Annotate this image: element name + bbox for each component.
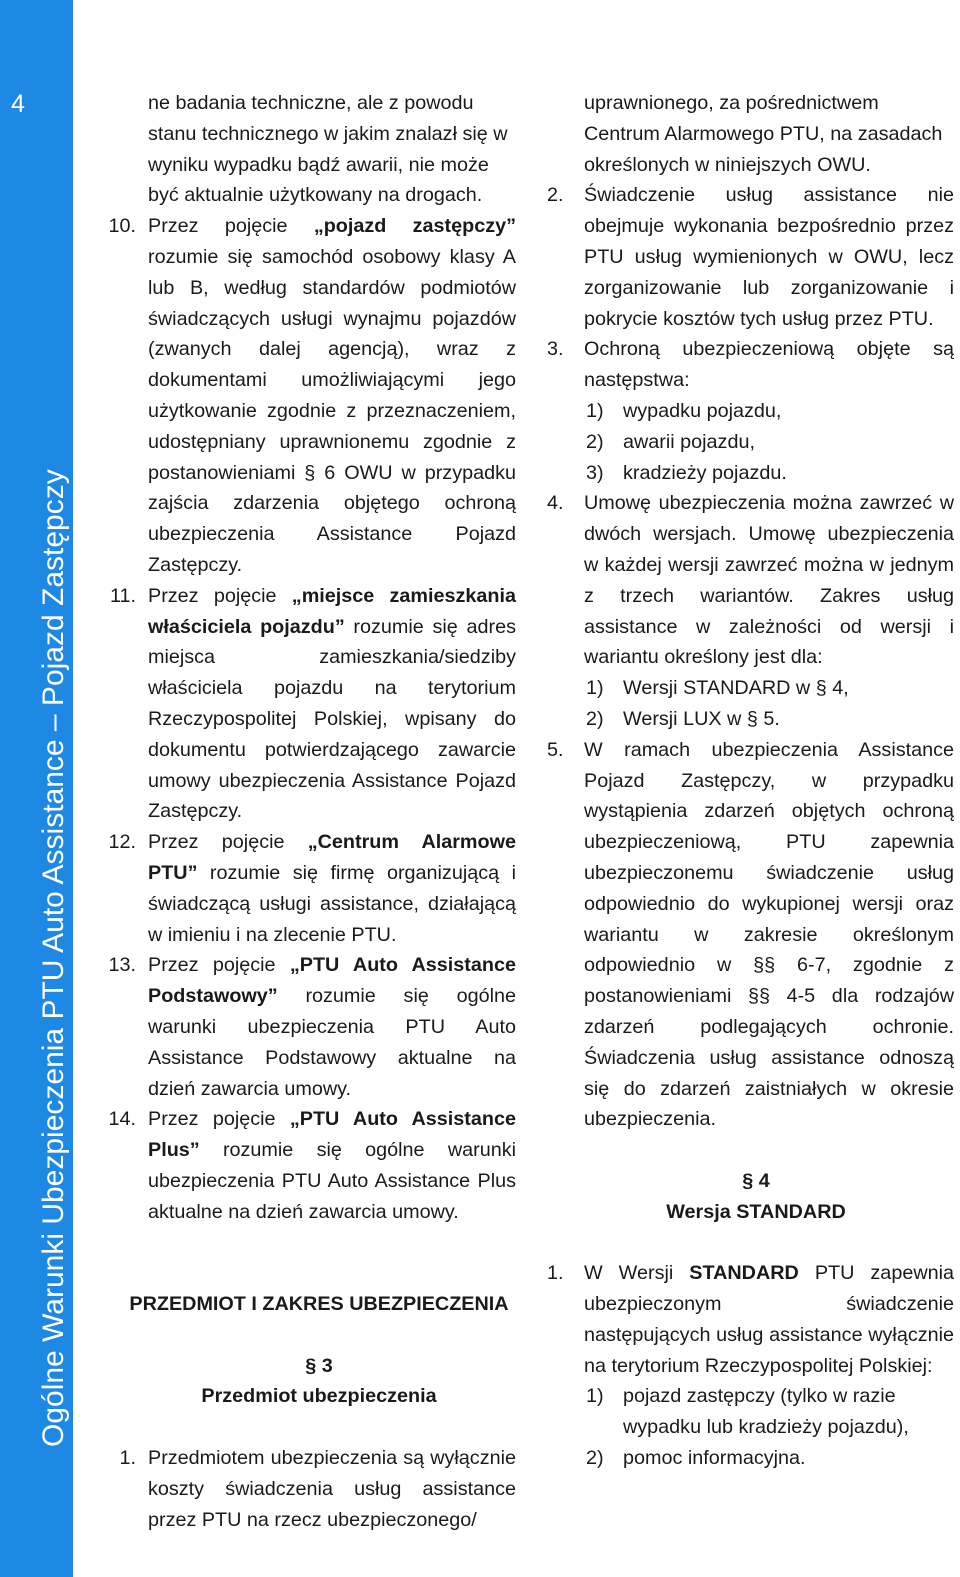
item-number: 2.: [547, 184, 564, 207]
term: „Centrum Alarmowe PTU”: [148, 831, 516, 884]
item-number: 11.: [109, 584, 136, 607]
item-number: 12.: [108, 831, 136, 854]
item-number: 13.: [108, 954, 136, 977]
definition-11: 11. Przez pojęcie „miejsce zamieszkania właściciela pojazdu” rozumie się adres miejsca zamieszkania/siedziby właściciela pojazdu na terytorium Rzeczypospolitej Polskiej, wpisany do dokumentu potwierdzającego zawarcie umowy ubezpieczenia Assistance Pojazd Zastępczy.: [104, 581, 516, 827]
section-3-item-5: 5. W ramach ubezpieczenia Assistance Pojazd Zastępczy, w przypadku wystąpienia zdarzeń objętych ochroną ubezpieczeniową, PTU zapewnia ubezpieczonemu świadczenie usług odpowiednio do wykupionej wersji oraz wariantu w zakresie określonym odpowiednio w §§ 6-7, zgodnie z postanowieniami §§ 4-5 dla rodzajów zdarzeń podlegających ochronie. Świadczenia usług assistance odnoszą się do zdarzeń zaistniałych w okresie ubezpieczenia.: [540, 735, 954, 1135]
chapter-heading: PRZEDMIOT I ZAKRES UBEZPIECZENIA: [129, 1293, 509, 1316]
section-3-item-4: 4. Umowę ubezpieczenia można zawrzeć w dwóch wersjach. Umowę ubezpieczenia w każdej wersji zawrzeć można w jednym z trzech wariantów. Zakres usług assistance w zależności od wersji i wariantu określony jest dla:: [540, 488, 954, 673]
sub-item: 2) pomoc informacyjna.: [586, 1447, 806, 1470]
section-sign: § 3: [305, 1354, 333, 1377]
definition-12: 12. Przez pojęcie „Centrum Alarmowe PTU” rozumie się firmę organizującą i świadczącą usługi assistance, działającą w imieniu i na zlecenie PTU.: [104, 827, 516, 950]
item-number: 4.: [547, 492, 564, 515]
sub-item: 2) Wersji LUX w § 5.: [586, 707, 780, 730]
section-title: Przedmiot ubezpieczenia: [201, 1385, 437, 1408]
page-number: 4: [11, 90, 25, 118]
right-column: [540, 88, 954, 1474]
item-number: 1.: [119, 1447, 136, 1470]
term: „PTU Auto Assistance Plus”: [148, 1108, 516, 1162]
sub-item: 1) Wersji STANDARD w § 4,: [586, 677, 849, 700]
sub-item: 1) pojazd zastępczy (tylko w razie wypadku lub kradzieży pojazdu),: [586, 1385, 909, 1439]
sub-item: 2) awarii pojazdu,: [586, 430, 755, 453]
section-3-item-2: 2. Świadczenie usług assistance nie obejmuje wykonania bezpośrednio przez PTU usług wymienionych w OWU, lecz zorganizowanie lub zorganizowanie i pokrycie kosztów tych usług przez PTU.: [540, 180, 954, 334]
definition-13: 13. Przez pojęcie „PTU Auto Assistance Podstawowy” rozumie się ogólne warunki ubezpieczenia PTU Auto Assistance Podstawowy aktualne na dzień zawarcia umowy.: [104, 950, 516, 1104]
item-number: 5.: [547, 738, 564, 761]
section-3-item-3: 3. Ochroną ubezpieczeniową objęte są następstwa:: [540, 334, 954, 396]
item-number: 14.: [108, 1108, 136, 1131]
sub-item: 1) wypadku pojazdu,: [586, 399, 782, 422]
section-title: Wersja STANDARD: [666, 1200, 846, 1223]
term: „pojazd zastępczy”: [313, 215, 516, 238]
definition-14: 14. Przez pojęcie „PTU Auto Assistance Plus” rozumie się ogólne warunki ubezpieczenia PTU Auto Assistance Plus aktualne na dzień zawarcia umowy.: [104, 1104, 516, 1227]
left-column: [104, 88, 516, 1535]
sub-item: 3) kradzieży pojazdu.: [586, 461, 787, 484]
item-number: 1.: [547, 1262, 564, 1285]
item-1-continuation: uprawnionego, za pośrednictwem Centrum Alarmowego PTU, na zasadach określonych w niniejszych OWU.: [584, 92, 943, 176]
version-name: STANDARD: [689, 1262, 799, 1285]
definition-10: 10. Przez pojęcie „pojazd zastępczy” rozumie się samochód osobowy klasy A lub B, według standardów podmiotów świadczących usługi wynajmu pojazdów (zwanych dalej agencją), wraz z dokumentami umożliwiającymi jego użytkowanie zgodnie z przeznaczeniem, udostępniany uprawnionemu zgodnie z postanowieniami § 6 OWU w przypadku zajścia zdarzenia objętego ochroną ubezpieczenia Assistance Pojazd Zastępczy.: [104, 211, 516, 581]
item-number: 10.: [108, 215, 136, 238]
section-sign: § 4: [742, 1169, 770, 1192]
definition-9-continuation: ne badania techniczne, ale z powodu stanu technicznego w jakim znalazł się w wyniku wypadku bądź awarii, nie może być aktualnie użytkowany na drogach.: [148, 92, 508, 207]
document-title: Ogólne Warunki Ubezpieczenia PTU Auto Assistance – Pojazd Zastępczy: [37, 469, 70, 1447]
sidebar-band: [0, 0, 73, 1577]
term: „PTU Auto Assistance Podstawowy”: [148, 954, 516, 1008]
term: „miejsce zamieszkania właściciela pojazdu”: [148, 584, 516, 638]
item-number: 3.: [547, 338, 564, 361]
section-3-item-1: 1. Przedmiotem ubezpieczenia są wyłącznie koszty świadczenia usług assistance przez PTU na rzecz ubezpieczonego/: [104, 1443, 516, 1535]
section-4-item-1: 1. W Wersji STANDARD PTU zapewnia ubezpieczonym świadczenie następujących usług assistance wyłącznie na terytorium Rzeczypospolitej Polskiej:: [540, 1258, 954, 1381]
